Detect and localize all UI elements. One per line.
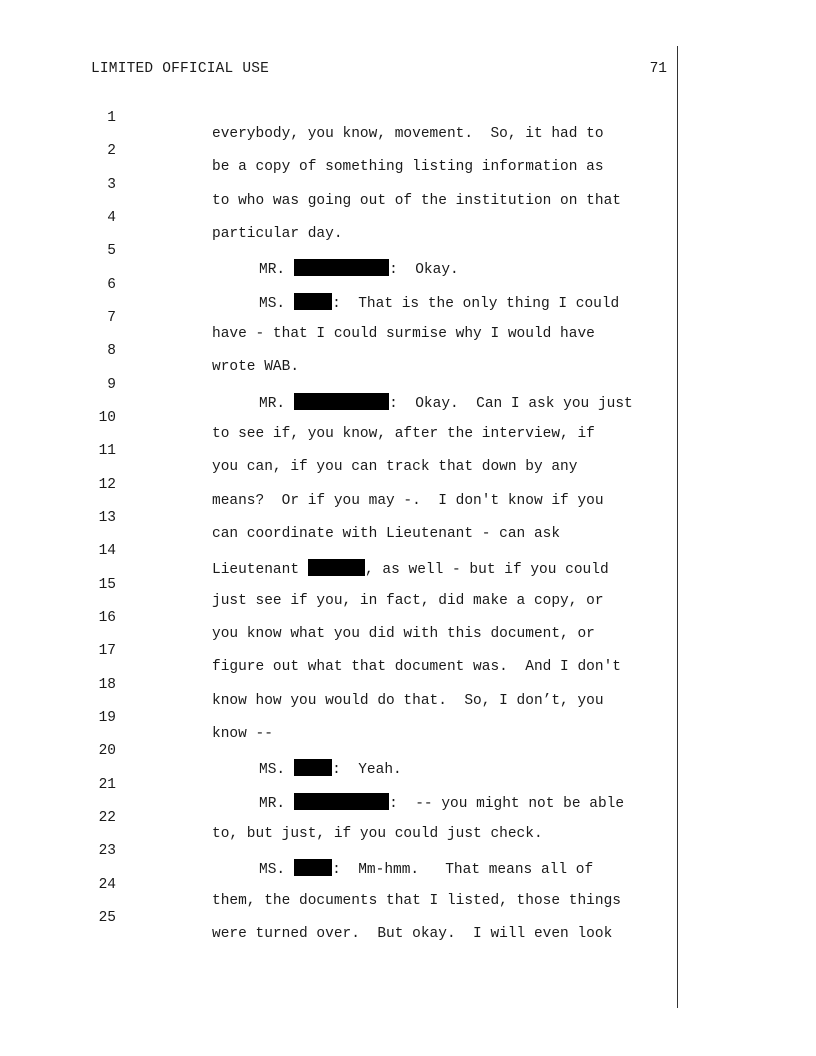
transcript-line	[0, 327, 816, 375]
speech-text: : Okay.	[389, 262, 459, 278]
line-text: figure out what that document was. And I don't	[212, 659, 621, 675]
speech-text: , as well - but if you could	[365, 562, 609, 578]
line-number: 16	[98, 610, 116, 626]
page-number: 71	[649, 61, 667, 77]
line-number: 13	[98, 510, 116, 526]
line-number: 12	[98, 477, 116, 493]
transcript-line	[0, 161, 816, 209]
transcript-line	[0, 894, 816, 942]
transcript-line	[0, 227, 816, 278]
line-text: know --	[212, 726, 273, 742]
line-number: 19	[98, 710, 116, 726]
speech-text: : Mm-hmm. That means all of	[332, 862, 594, 878]
line-number: 6	[107, 277, 116, 293]
line-number: 5	[107, 243, 116, 259]
speech-text: : Okay. Can I ask you just	[389, 396, 633, 412]
line-text: to who was going out of the institution on that	[212, 193, 621, 209]
line-text: be a copy of something listing information as	[212, 159, 604, 175]
transcript-line	[0, 427, 816, 475]
line-text: everybody, you know, movement. So, it had to	[212, 126, 604, 142]
speech-text: : That is the only thing I could	[332, 296, 620, 312]
transcript-line	[0, 627, 816, 675]
line-number: 14	[98, 543, 116, 559]
line-text: you know what you did with this document, or	[212, 626, 595, 642]
speech-text: : -- you might not be able	[389, 796, 625, 812]
line-number: 25	[98, 910, 116, 926]
transcript-line	[0, 727, 816, 778]
transcript-line	[0, 394, 816, 442]
line-text: you can, if you can track that down by any	[212, 459, 578, 475]
transcript-line	[0, 194, 816, 242]
line-number: 11	[98, 443, 116, 459]
speaker-title: MR.	[259, 396, 286, 412]
classification-header: LIMITED OFFICIAL USE	[91, 61, 270, 77]
transcript-line	[0, 861, 816, 909]
line-text: were turned over. But okay. I will even look	[212, 926, 613, 942]
transcript-line	[0, 94, 816, 142]
line-text: can coordinate with Lieutenant - can ask	[212, 526, 561, 542]
transcript-line	[0, 261, 816, 312]
line-number: 3	[107, 177, 116, 193]
transcript-line	[0, 461, 816, 509]
transcript-line	[0, 594, 816, 642]
speaker-title: MS.	[259, 762, 286, 778]
speaker-title: MR.	[259, 796, 286, 812]
transcript-line	[0, 794, 816, 842]
line-text: to, but just, if you could just check.	[212, 826, 543, 842]
line-number: 1	[107, 110, 116, 126]
line-number: 15	[98, 577, 116, 593]
line-text: them, the documents that I listed, those things	[212, 893, 621, 909]
speaker-title: MS.	[259, 862, 286, 878]
transcript-line	[0, 127, 816, 175]
transcript-line	[0, 827, 816, 878]
speaker-title: MR.	[259, 262, 286, 278]
line-text: wrote WAB.	[212, 359, 300, 375]
transcript-line	[0, 527, 816, 578]
transcript-line	[0, 561, 816, 609]
speech-text: : Yeah.	[332, 762, 402, 778]
transcript-line	[0, 761, 816, 812]
line-number: 18	[98, 677, 116, 693]
line-text: know how you would do that. So, I don’t, you	[212, 693, 604, 709]
line-number: 17	[98, 643, 116, 659]
speaker-title: MS.	[259, 296, 286, 312]
line-number: 9	[107, 377, 116, 393]
line-number: 21	[98, 777, 116, 793]
line-number: 24	[98, 877, 116, 893]
transcript-line	[0, 361, 816, 412]
transcript-line	[0, 294, 816, 342]
transcript-line	[0, 661, 816, 709]
line-number: 2	[107, 143, 116, 159]
line-text: have - that I could surmise why I would have	[212, 326, 595, 342]
line-number: 7	[107, 310, 116, 326]
line-number: 20	[98, 743, 116, 759]
line-number: 8	[107, 343, 116, 359]
line-number: 23	[98, 843, 116, 859]
line-text: to see if, you know, after the interview, if	[212, 426, 595, 442]
line-text: means? Or if you may -. I don't know if you	[212, 493, 604, 509]
line-text: particular day.	[212, 226, 343, 242]
line-number: 22	[98, 810, 116, 826]
transcript-line	[0, 494, 816, 542]
line-number: 10	[98, 410, 116, 426]
line-number: 4	[107, 210, 116, 226]
line-text: just see if you, in fact, did make a copy, or	[212, 593, 604, 609]
speech-text: Lieutenant	[212, 562, 300, 578]
transcript-line	[0, 694, 816, 742]
